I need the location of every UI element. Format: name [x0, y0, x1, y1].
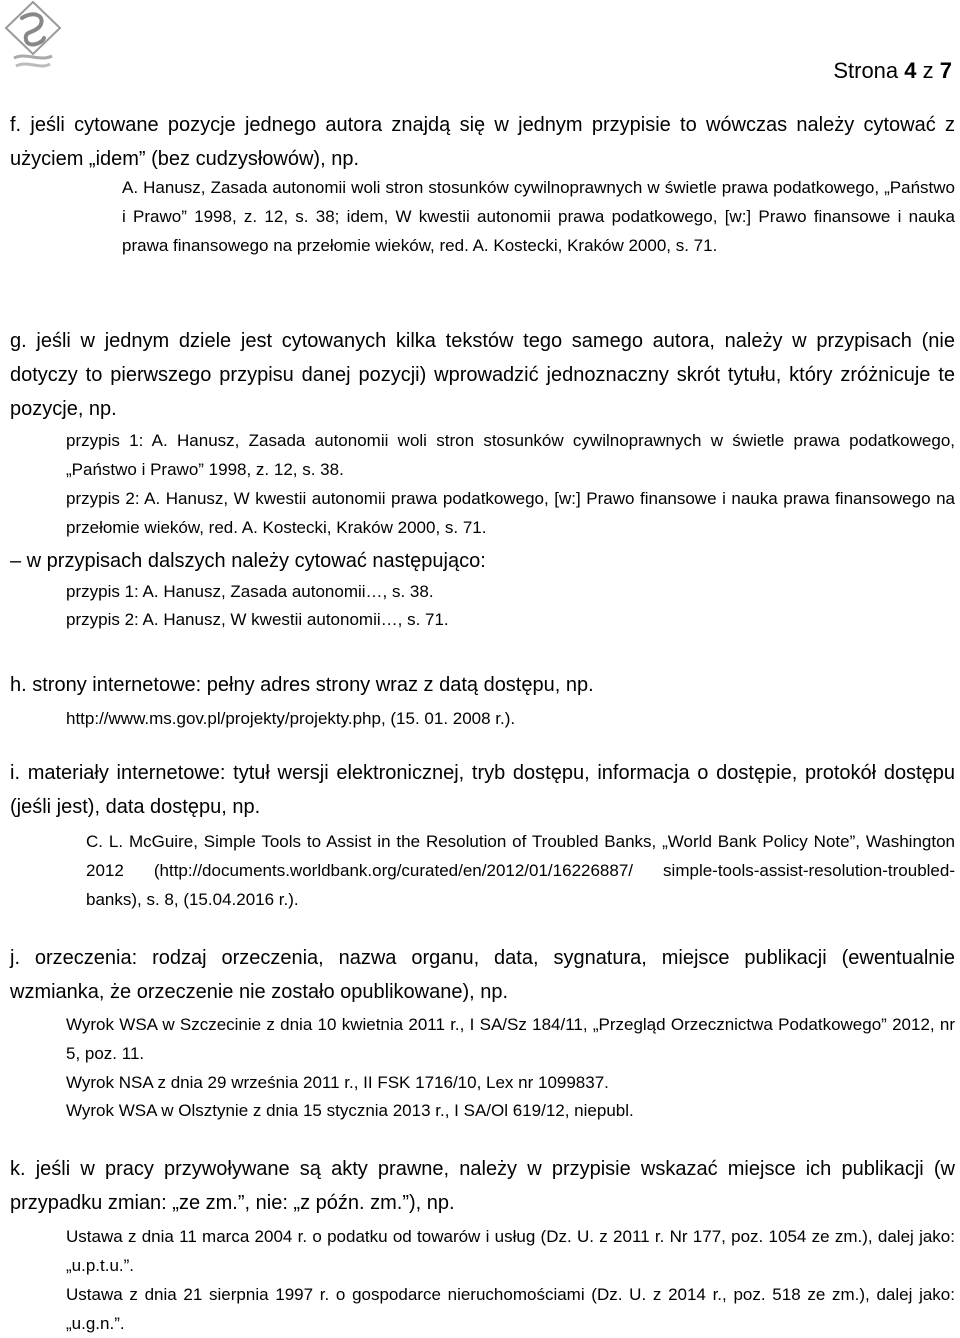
item-i-text: i. materiały internetowe: tytuł wersji elektronicznej, tryb dostępu, informacja o dostępie, protokół dostępu (jeśli jest), data dostępu, np. — [10, 762, 955, 818]
item-j-example-1: Wyrok WSA w Szczecinie z dnia 10 kwietnia 2011 r., I SA/Sz 184/11, „Przegląd Orzecznictwa Podatkowego” 2012, nr 5, poz. 11. — [66, 1015, 955, 1063]
item-g-footnote-1: przypis 1: A. Hanusz, Zasada autonomii woli stron stosunków cywilnoprawnych w świetle prawa podatkowego, „Państwo i Prawo” 1998, z. 12, s. 38. — [66, 431, 955, 479]
item-j-example-3: Wyrok WSA w Olsztynie z dnia 15 stycznia 2013 r., I SA/Ol 619/12, niepubl. — [66, 1101, 634, 1120]
item-f-text: f. jeśli cytowane pozycje jednego autora znajdą się w jednym przypisie to wówczas należy cytować z użyciem „idem” (bez cudzysłowów), np. — [10, 114, 955, 170]
item-k-example-1: Ustawa z dnia 11 marca 2004 r. o podatku od towarów i usług (Dz. U. z 2011 r. Nr 177, poz. 1054 ze zm.), dalej jako: „u.p.t.u.”. — [66, 1227, 955, 1275]
item-f — [10, 108, 955, 176]
item-h-example: http://www.ms.gov.pl/projekty/projekty.php, (15. 01. 2008 r.). — [66, 709, 516, 728]
item-g — [10, 324, 955, 426]
item-h-text: h. strony internetowe: pełny adres strony wraz z datą dostępu, np. — [10, 674, 594, 696]
item-g-short-1: przypis 1: A. Hanusz, Zasada autonomii…, s. 38. — [66, 582, 434, 601]
item-g-text: g. jeśli w jednym dziele jest cytowanych kilka tekstów tego samego autora, należy w przypisach (nie dotyczy to pierwszego przypisu danej pozycji) wprowadzić jednoznaczny skrót tytułu, który zróżnicuje te pozycje, np. — [10, 330, 955, 420]
item-i-example: C. L. McGuire, Simple Tools to Assist in the Resolution of Troubled Banks, „World Bank Policy Note”, Washington 2012 (http://documents.worldbank.org/curated/en/2012/01/16226887/ simple-tools-assist-resolution-troubled-banks), s. 8, (15.04.2016 r.). — [86, 832, 955, 909]
item-k-text: k. jeśli w pracy przywoływane są akty prawne, należy w przypisie wskazać miejsce ich publikacji (w przypadku zmian: „ze zm.”, nie: „z późn. zm.”), np. — [10, 1158, 955, 1214]
item-g-short-2: przypis 2: A. Hanusz, W kwestii autonomii…, s. 71. — [66, 610, 449, 629]
item-g-subhead: – w przypisach dalszych należy cytować następująco: — [10, 550, 486, 572]
item-f-example: A. Hanusz, Zasada autonomii woli stron stosunków cywilnoprawnych w świetle prawa podatkowego, „Państwo i Prawo” 1998, z. 12, s. 38; idem, W kwestii autonomii prawa podatkowego, [w:] Prawo finansowe i nauka prawa finansowego na przełomie wieków, red. A. Kostecki, Kraków 2000, s. 71. — [122, 178, 955, 255]
item-g-footnote-2: przypis 2: A. Hanusz, W kwestii autonomii prawa podatkowego, [w:] Prawo finansowe i nauka prawa finansowego na przełomie wieków, red. A. Kostecki, Kraków 2000, s. 71. — [66, 489, 955, 537]
item-j-example-2: Wyrok NSA z dnia 29 września 2011 r., II FSK 1716/10, Lex nr 1099837. — [66, 1073, 609, 1092]
item-j-text: j. orzeczenia: rodzaj orzeczenia, nazwa organu, data, sygnatura, miejsce publikacji (ewentualnie wzmianka, że orzeczenie nie zostało opublikowane), np. — [10, 947, 955, 1003]
university-logo — [2, 0, 64, 76]
page-number: Strona 4 z 7 — [833, 58, 952, 83]
item-k-example-2: Ustawa z dnia 21 sierpnia 1997 r. o gospodarce nieruchomościami (Dz. U. z 2014 r., poz. 518 ze zm.), dalej jako: „u.g.n.”. — [66, 1285, 955, 1333]
